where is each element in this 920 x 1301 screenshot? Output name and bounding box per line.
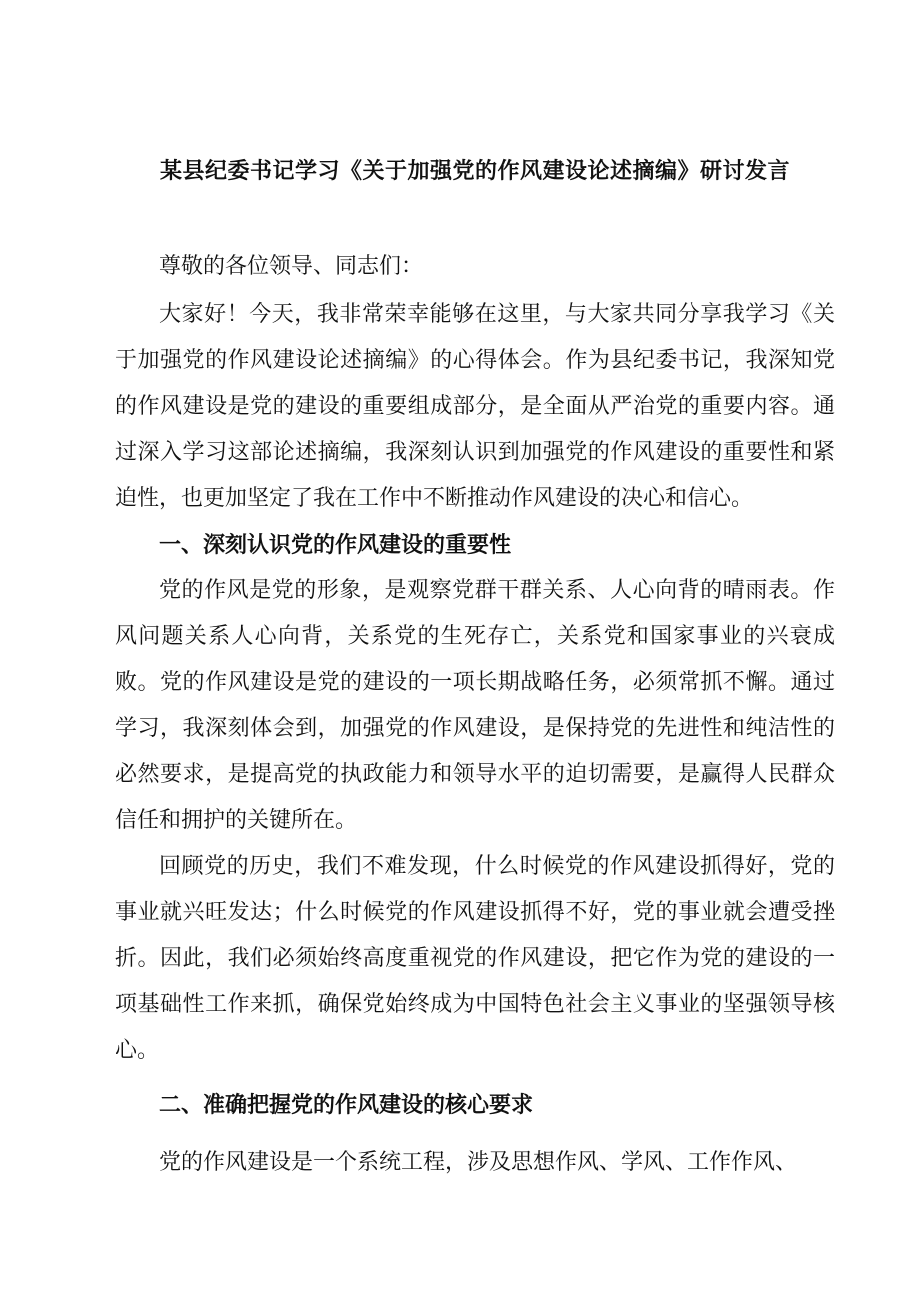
section-heading-2: 二、准确把握党的作风建设的核心要求 <box>159 1092 534 1118</box>
section2-paragraph: 党的作风建设是一个系统工程，涉及思想作风、学风、工作作风、 <box>159 1150 798 1175</box>
document-title: 某县纪委书记学习《关于加强党的作风建设论述摘编》研讨发言 <box>160 158 791 184</box>
document-body <box>115 244 835 1186</box>
section1-paragraph: 党的作风是党的形象，是观察党群干群关系、人心向背的晴雨表。作风问题关系人心向背，关系党的生死存亡，关系党和国家事业的兴衰成败。党的作风建设是党的建设的一项长期战略任务，必须常抓不懈。通过学习，我深刻体会到，加强党的作风建设，是保持党的先进性和纯洁性的必然要求，是提高党的执政能力和领导水平的迫切需要，是赢得人民群众信任和拥护的关键所在。 <box>115 578 835 833</box>
salutation: 尊敬的各位领导、同志们： <box>159 254 424 279</box>
intro-paragraph: 大家好！今天，我非常荣幸能够在这里，与大家共同分享我学习《关于加强党的作风建设论述摘编》的心得体会。作为县纪委书记，我深知党的作风建设是党的建设的重要组成部分，是全面从严治党的重要内容。通过深入学习这部论述摘编，我深刻认识到加强党的作风建设的重要性和紧迫性，也更加坚定了我在工作中不断推动作风建设的决心和信心。 <box>115 302 835 511</box>
section-heading-1: 一、深刻认识党的作风建设的重要性 <box>159 532 512 558</box>
section1-paragraph: 回顾党的历史，我们不难发现，什么时候党的作风建设抓得好，党的事业就兴旺发达；什么时候党的作风建设抓得不好，党的事业就会遭受挫折。因此，我们必须始终高度重视党的作风建设，把它作为党的建设的一项基础性工作来抓，确保党始终成为中国特色社会主义事业的坚强领导核心。 <box>115 854 835 1063</box>
